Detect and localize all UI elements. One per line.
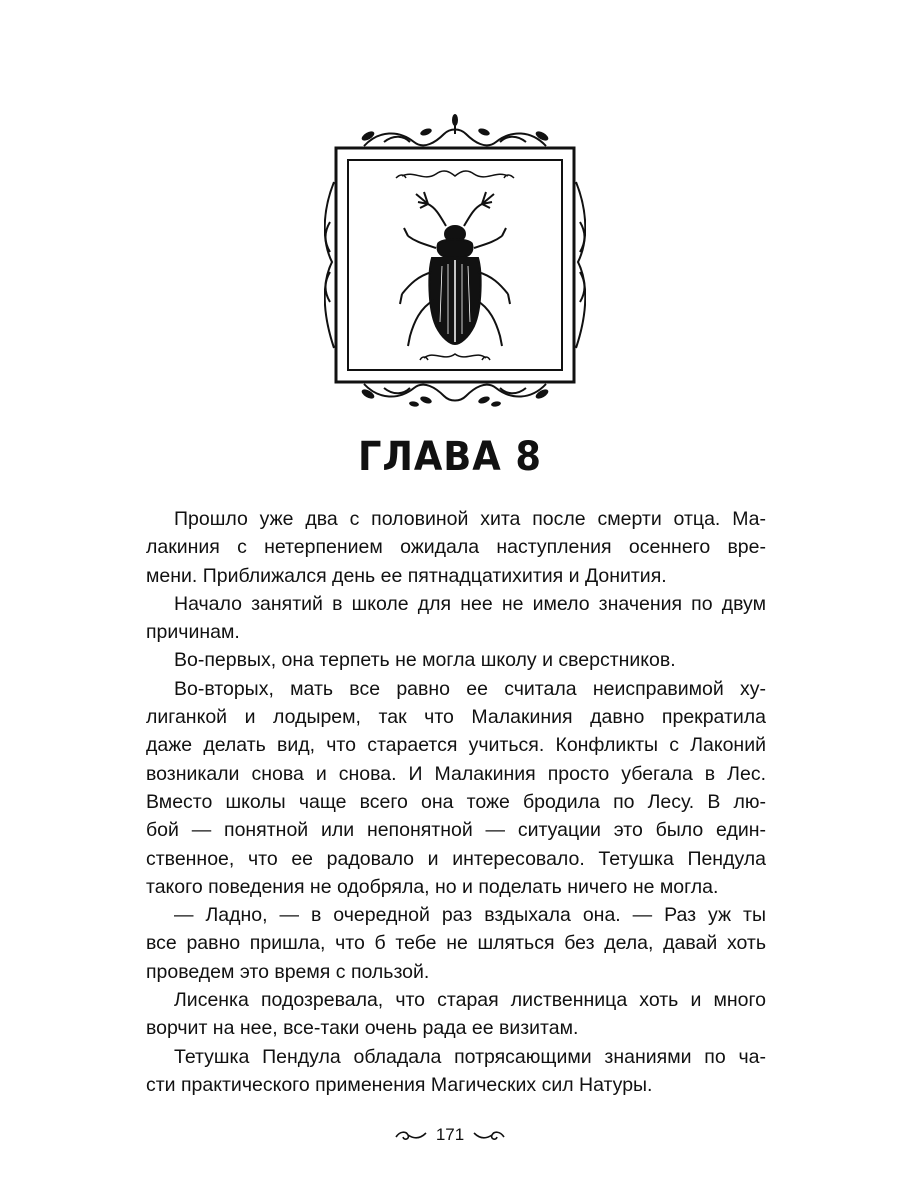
page-footer — [0, 1120, 900, 1150]
page-number: 171 — [435, 1125, 465, 1144]
text-line: Начало занятий в школе для нее не имело значения по двум — [174, 592, 766, 615]
inner-top-flourish — [396, 171, 514, 178]
right-flourish — [576, 182, 585, 348]
chapter-title: ГЛАВА 8 — [358, 434, 542, 480]
text-line: мени. Приближался день ее пятнадцатихития и Донития. — [146, 564, 667, 587]
paragraph — [146, 590, 766, 647]
text-line: Во-вторых, мать все равно ее считала неисправимой ху- — [174, 677, 766, 700]
bottom-flourish — [364, 384, 546, 401]
paragraph — [146, 901, 766, 986]
paragraph — [146, 675, 766, 901]
text-line: ственное, что ее радовало и интересовало. Тетушка Пендула — [146, 847, 766, 870]
text-line: Лисенка подозревала, что старая лиственница хоть и много — [174, 989, 766, 1012]
right-swirl-icon — [472, 1127, 506, 1143]
paragraph — [146, 505, 766, 590]
text-line: возникали снова и снова. И Малакиния просто убегала в Лес. — [146, 762, 766, 785]
text-line: лиганкой и лодырем, так что Малакиния давно прекратила — [146, 706, 766, 729]
ornamental-frame — [324, 112, 586, 412]
text-line: ворчит на нее, все-таки очень рада ее визитам. — [146, 1017, 579, 1040]
text-line: сти практического применения Магических сил Натуры. — [146, 1073, 653, 1096]
left-swirl-icon — [394, 1127, 428, 1143]
chapter-illustration — [324, 112, 586, 412]
text-line: Тетушка Пендула обладала потрясающими знаниями по ча- — [174, 1045, 766, 1068]
text-line: Вместо школы чаще всего она тоже бродила по Лесу. В лю- — [146, 790, 766, 813]
left-flourish — [325, 182, 334, 348]
text-line: Во-первых, она терпеть не могла школу и сверстников. — [174, 649, 676, 672]
paragraph — [146, 986, 766, 1043]
beetle-icon — [400, 192, 510, 346]
text-line: даже делать вид, что старается учиться. Конфликты с Лаконий — [146, 734, 766, 757]
text-line: причинам. — [146, 621, 240, 644]
text-line: проведем это время с пользой. — [146, 960, 430, 983]
inner-bottom-flourish — [420, 354, 490, 360]
text-line: такого поведения не одобряла, но и поделать ничего не могла. — [146, 875, 719, 898]
text-line: бой — понятной или непонятной — ситуации это было един- — [146, 819, 766, 842]
text-line: Прошло уже два с половиной хита после смерти отца. Ма- — [174, 508, 766, 530]
text-line: лакиния с нетерпением ожидала наступления осеннего вре- — [146, 536, 766, 559]
paragraph — [146, 1043, 766, 1100]
chapter-body — [146, 505, 766, 1099]
paragraph — [146, 646, 766, 674]
text-line: — Ладно, — в очередной раз вздыхала она. — Раз уж ты — [174, 904, 766, 927]
text-line: все равно пришла, что б тебе не шляться без дела, давай хоть — [146, 932, 766, 955]
